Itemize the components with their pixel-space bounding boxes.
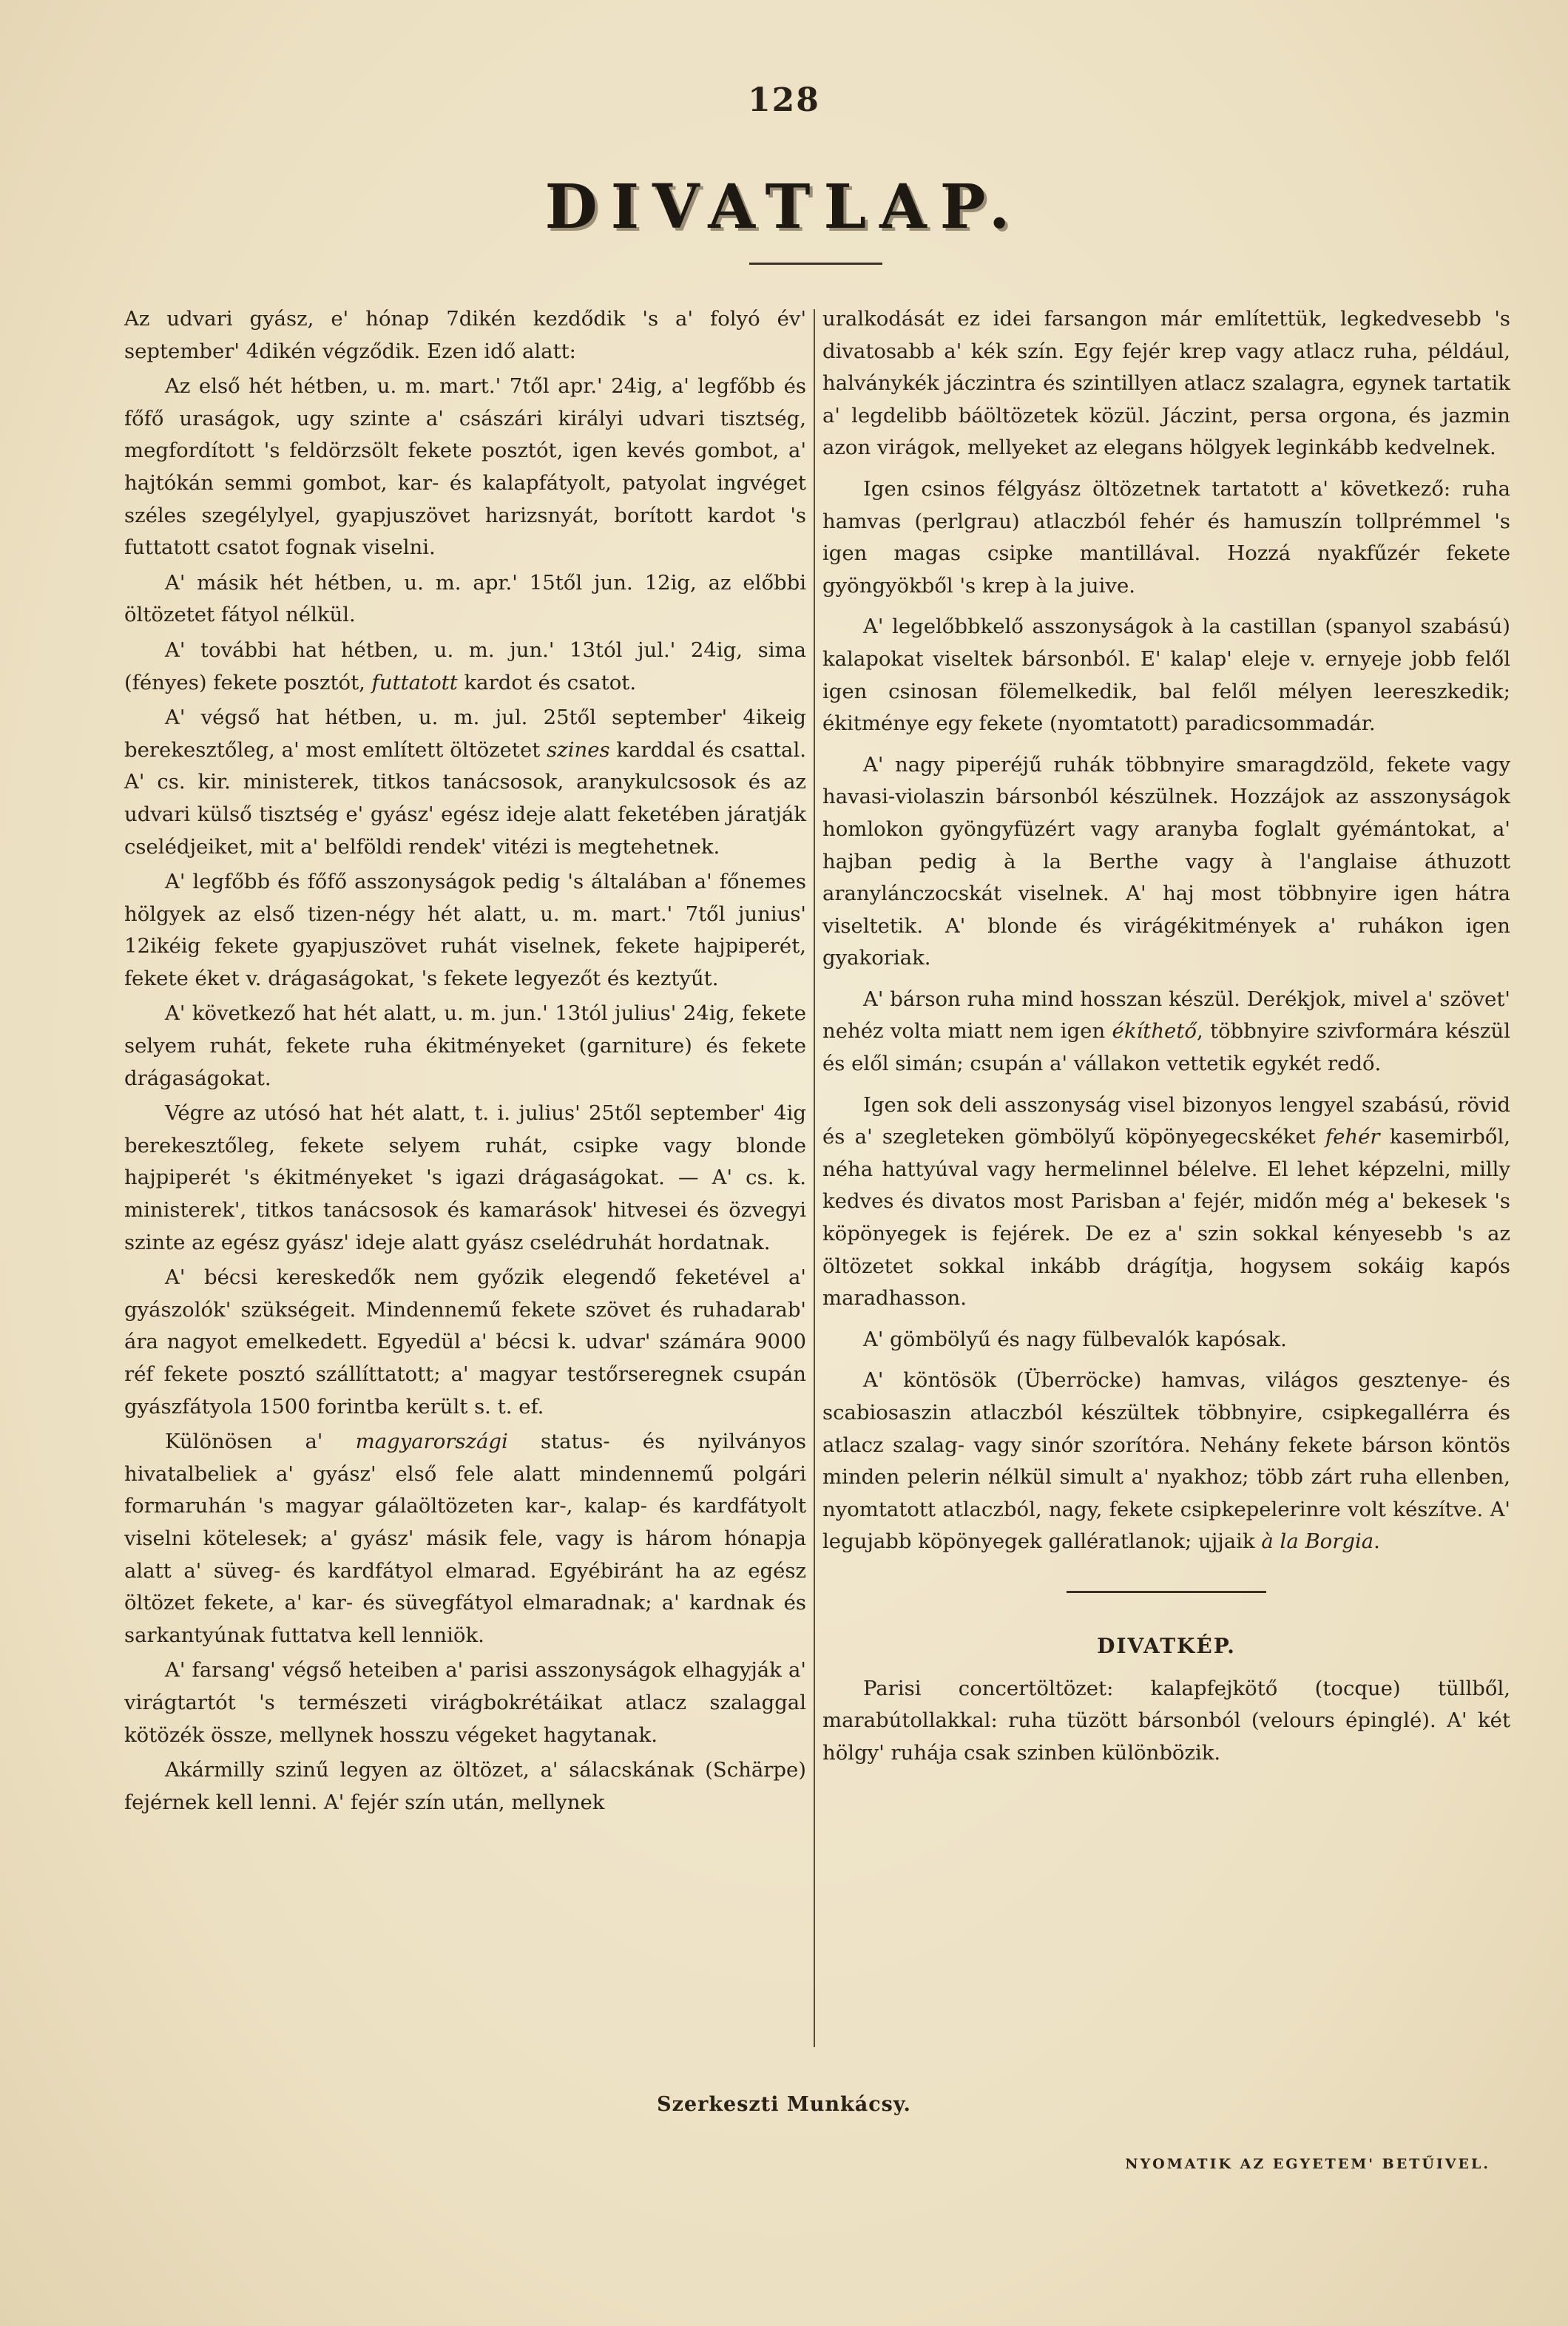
divatkep-text: Parisi concertöltözet: kalapfejkötő (tocque) tüllből, marabútollakkal: ruha tüzött bársonból (velours épinglé). A' két hölgy' ruhája csak szinben különbözik. [822, 1676, 1510, 1765]
italic-run: magyarországi [355, 1430, 508, 1454]
text-run: kardot és csatot. [457, 670, 637, 694]
editor-credit: Szerkeszti Munkácsy. [657, 2093, 911, 2116]
italic-run: ékíthető [1112, 1019, 1197, 1044]
divatkep-heading: DIVATKÉP. [1097, 1633, 1236, 1658]
text-run: A' végső hat hétben, u. m. jul. 25től september' 4ikeig berekesztőleg, a' most említett öltözetet [124, 706, 806, 762]
italic-run: szines [547, 737, 610, 762]
paragraph: Igen csinos félgyász öltözetnek tartatott a' következő: ruha hamvas (perlgrau) atlaczból fehér és hamuszín tollprémmel 's igen magas csipke mantillával. Hozzá nyakfűzér fekete gyöngyökből 's krep à la juive. [822, 476, 1510, 598]
italic-run: à la Borgia [1261, 1529, 1374, 1554]
paragraph: A' farsang' végső heteiben a' parisi asszonyságok elhagyják a' virágtartót 's természeti virágbokrétáikat atlacz szalaggal kötözék össze, mellynek hosszu végeket hagytanak. [124, 1658, 806, 1747]
paragraph: A' bécsi kereskedők nem győzik elegendő feketével a' gyászolók' szükségeit. Mindennemű fekete szövet és ruhadarab' ára nagyot emelkedett. Egyedül a' bécsi k. udvar' számára 9000 réf fekete posztó szállíttatott; a' magyar testőrseregnek csupán gyászfátyola 1500 forintba került s. t. ef. [124, 1265, 806, 1419]
paragraph: A' legelőbbkelő asszonyságok à la castillan (spanyol szabású) kalapokat viseltek bársonból. E' kalap' eleje v. ernyeje jobb felől igen csinosan fölemelkedik, bal felől mélyen leereszkedik; ékitménye egy fekete (nyomtatott) paradicsommadár. [822, 615, 1510, 736]
text-run: A' bárson ruha mind hosszan készül. Derékjok, mivel a' szövet' nehéz volta miatt nem igen [822, 987, 1510, 1044]
paragraph: uralkodását ez idei farsangon már említettük, legkedvesebb 's divatosabb a' kék szín. Egy fejér krep vagy atlacz ruha, például, halványkék jáczintra és szintillyen atlacz szalagra, egynek tartatik a' legdelibb báöltözetek közül. Jáczint, persa orgona, és jazmin azon virágok, mellyeket az elegans hölgyek leginkább kedvelnek. [822, 307, 1510, 460]
page-number: 128 [748, 81, 820, 119]
paragraph: A' gömbölyű és nagy fülbevalók kapósak. [863, 1327, 1287, 1351]
masthead-title: DIVATLAP. [544, 172, 1024, 243]
paragraph [822, 1365, 1510, 1558]
paragraph: Akármilly szinű legyen az öltözet, a' sálacskának (Schärpe) fejérnek kell lenni. A' fejér szín után, mellynek [124, 1758, 806, 1814]
paragraph [124, 1426, 806, 1651]
paragraph [822, 1089, 1510, 1315]
text-run: Igen sok deli asszonyság visel bizonyos lengyel szabású, rövid és a' szegleteken gömbölyű köpönyegecskéket [822, 1092, 1510, 1149]
text-run: , többnyire szivformára készül és elől simán; csupán a' vállakon vettetik egykét redő. [822, 1019, 1510, 1076]
text-run: status- és nyilványos hivatalbeliek a' gyász' első fele alatt mindennemű polgári formaruhán 's magyar gálaöltözeten kar-, kalap- és kardfátyolt viselni kötelesek; a' gyász' másik fele, vagy is három hónapja alatt a' süveg- és kardfátyol elmarad. Egyébiránt ha az egész öltözet fekete, a' kar- és süvegfátyol elmaradnak; a' kardnak és sarkantyúnak futtatva kell lenniök. [124, 1430, 806, 1647]
paragraph: A' nagy piperéjű ruhák többnyire smaragdzöld, fekete vagy havasi-violaszin bársonból készülnek. Hozzájok az asszonyságok homlokon gyöngyfüzért vagy aranyba foglalt gyémántokat, a' hajban pedig à la Berthe vagy à l'anglaise áthuzott aranylánczocskát viselnek. A' haj most többnyire igen hátra viseltetik. A' blonde és virágékitmények a' ruhákon igen gyakoriak. [822, 752, 1510, 970]
text-run: A' köntösök (Überröcke) hamvas, világos gesztenye- és scabiosaszin atlaczból készültek többnyire, csipkegallérra és atlacz szalag- vagy sinór szorítóra. Nehány fekete bárson köntös minden pelerin nélkül simult a' nyakhoz; több zárt ruha ellenben, nyomtatott atlaczból, nagy, fekete csipkepelerinre volt készítve. A' legujabb köpönyegek gallératlanok; ujjaik [822, 1368, 1510, 1554]
paragraph: Az udvari gyász, e' hónap 7dikén kezdődik 's a' folyó év' september' 4dikén végződik. Ezen idő alatt: [124, 307, 806, 363]
right-column [822, 303, 1510, 1769]
column-divider [814, 309, 815, 2047]
italic-run: futtatott [371, 670, 458, 694]
printer-credit: NYOMATIK AZ EGYETEM' BETŰIVEL. [1125, 2156, 1490, 2172]
paragraph: Az első hét hétben, u. m. mart.' 7től apr.' 24ig, a' legfőbb és főfő uraságok, ugy szinte a' császári királyi udvari tisztség, megfordított 's feldörzsölt fekete posztót, igen kevés gombot, a' hajtókán semmi gombot, kar- és kalapfátyolt, patyolat ingvéget széles szegélylyel, gyapjuszövet harizsnyát, borított kardot 's futtatott csatot fognak viselni. [124, 374, 806, 560]
paragraph [822, 984, 1510, 1081]
left-column [124, 303, 806, 1819]
paragraph [124, 635, 806, 699]
section-rule [1067, 1591, 1266, 1593]
text-run: kasemirből, néha hattyúval vagy hermelinnel bélelve. El lehet képzelni, milly kedves és divatos most Parisban a' fejér, midőn még a' bekesek 's köpönyegek is fejérek. De ez a' szin sokkal kényesebb 's az öltözetet sokkal inkább drágítja, hogysem sokáig kapós maradhasson. [822, 1125, 1511, 1311]
italic-run: fehér [1325, 1125, 1380, 1149]
text-run: A' további hat hétben, u. m. jun.' 13tól jul.' 24ig, sima (fényes) fekete posztót, [124, 638, 806, 694]
text-run: karddal és csattal. A' cs. kir. ministerek, titkos tanácsosok, aranykulcsosok és az udvari külső tisztség e' gyász' egész ideje alatt feketében járatják cselédjeiket, mit a' belföldi rendek' vitézi is megtehetnek. [124, 737, 806, 859]
paragraph: A' legfőbb és főfő asszonyságok pedig 's általában a' főnemes hölgyek az első tizen-négy hét alatt, u. m. mart.' 7től junius' 12ikéig fekete gyapjuszövet ruhát viselnek, fekete hajpiperét, fekete éket v. drágaságokat, 's fekete legyezőt és keztyűt. [124, 870, 806, 990]
paragraph: Végre az utósó hat hét alatt, t. i. julius' 25től september' 4ig berekesztőleg, fekete selyem ruhát, csipke vagy blonde hajpiperét 's ékitményeket 's igazi drágaságokat. — A' cs. k. ministerek', titkos tanácsosok és kamarások' hitvesei és özvegyi szinte az egész gyász' ideje alatt gyász cselédruhát hordatnak. [124, 1101, 806, 1254]
masthead-rule [749, 263, 882, 265]
paragraph: A' másik hét hétben, u. m. apr.' 15től jun. 12ig, az előbbi öltözetet fátyol nélkül. [124, 570, 806, 627]
text-run: . [1373, 1529, 1380, 1554]
paragraph [124, 702, 806, 863]
paragraph: A' következő hat hét alatt, u. m. jun.' 13tól julius' 24ig, fekete selyem ruhát, fekete ruha ékitményeket (garniture) és fekete drágaságokat. [124, 1001, 806, 1090]
text-run: Különösen a' [165, 1430, 356, 1454]
